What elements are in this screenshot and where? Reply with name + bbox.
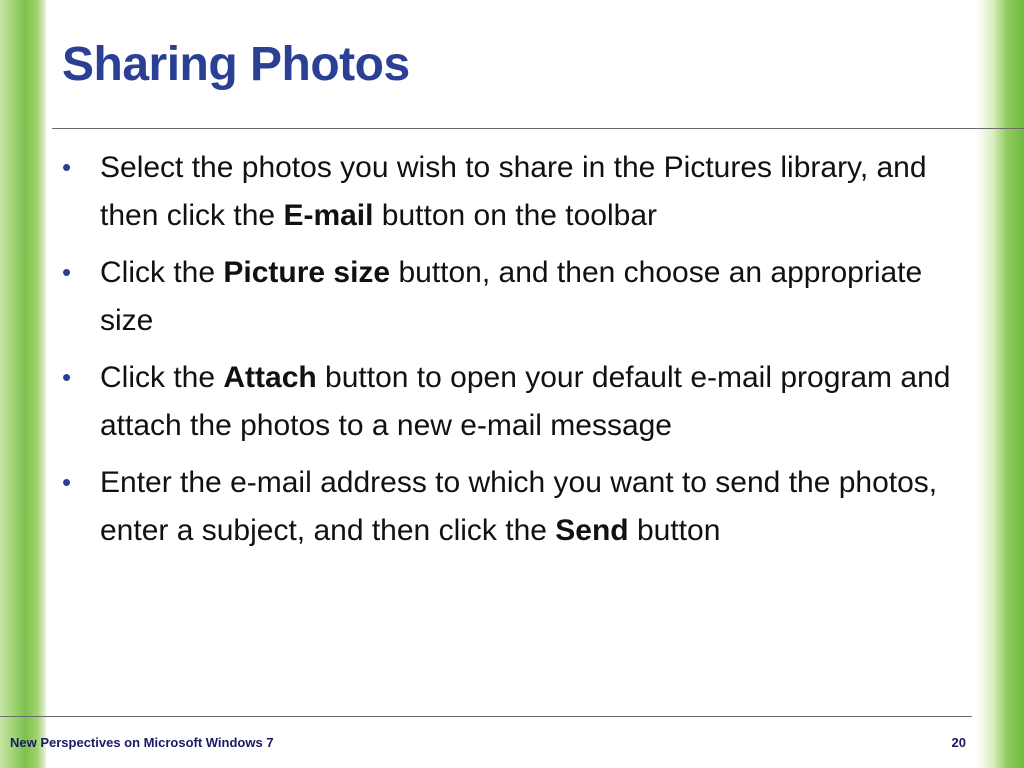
slide-title: Sharing Photos (62, 38, 410, 91)
bullet-list (56, 144, 956, 564)
right-green-band (976, 0, 1024, 768)
bullet-item (56, 459, 956, 554)
bullet-text-run: button on the toolbar (373, 198, 658, 232)
bullet-dot-icon: • (62, 362, 72, 392)
bullet-item (56, 354, 956, 449)
footer-course-title: New Perspectives on Microsoft Windows 7 (10, 735, 274, 750)
bullet-bold-term: Picture size (223, 256, 391, 289)
bullet-text-run: button, and then choose an appropriate size (100, 256, 923, 337)
bullet-text-run: Click the (100, 256, 224, 289)
bullet-bold-term: Attach (223, 361, 317, 394)
bullet-dot-icon: • (62, 152, 72, 182)
bullet-bold-term: E-mail (283, 198, 374, 232)
bullet-text-run: Enter the e-mail address to which you want to send the photos, enter a subject, and then click the (100, 466, 938, 547)
bullet-bold-term: Send (555, 513, 629, 547)
bullet-item (56, 249, 956, 344)
bullet-text-run: button (628, 513, 721, 547)
bullet-text-run: Click the (100, 361, 224, 394)
bullet-dot-icon: • (62, 467, 72, 497)
footer-divider (0, 716, 972, 717)
slide-page-number: 20 (951, 735, 966, 750)
bullet-text-run: Select the photos you wish to share in the Pictures library, and then click the (100, 151, 927, 232)
left-green-band (0, 0, 46, 768)
title-divider (52, 128, 1024, 129)
bullet-text-run: button to open your default e-mail program and attach the photos to a new e-mail message (100, 361, 951, 442)
bullet-dot-icon: • (62, 257, 72, 287)
bullet-item (56, 144, 956, 239)
